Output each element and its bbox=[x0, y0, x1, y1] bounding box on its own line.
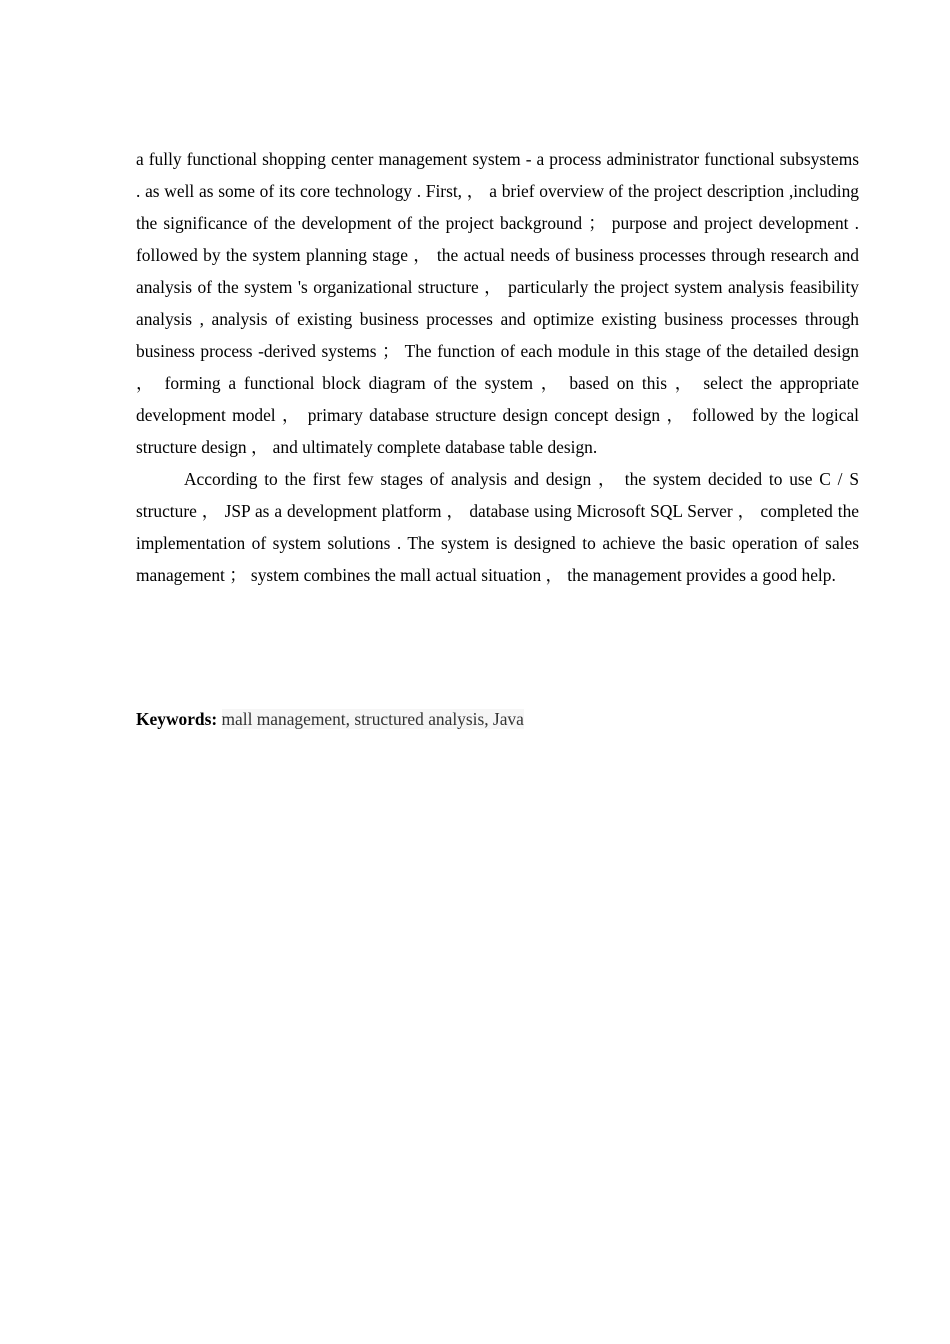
abstract-body bbox=[136, 143, 859, 591]
keywords-line bbox=[136, 703, 859, 735]
abstract-paragraph-2: According to the first few stages of analysis and design ， the system decided to use C / S structure ， JSP as a development platform ， database using Microsoft SQL Server ， completed the implementation of system solutions . The system is designed to achieve the basic operation of sales management ； system combines the mall actual situation ， the management provides a good help. bbox=[136, 469, 859, 585]
abstract-paragraph-1: a fully functional shopping center management system - a process administrator functional subsystems . as well as some of its core technology . First, ， a brief overview of the project description ,including the significance of the development of the project background ； purpose and project development . followed by the system planning stage ， the actual needs of business processes through research and analysis of the system 's organizational structure ， particularly the project system analysis feasibility analysis , analysis of existing business processes and optimize existing business processes through business process -derived systems ； The function of each module in this stage of the detailed design ， forming a functional block diagram of the system ， based on this ， select the appropriate development model ， primary database structure design concept design ， followed by the logical structure design ， and ultimately complete database table design. bbox=[136, 149, 859, 457]
keywords-value: mall management, structured analysis, Java bbox=[221, 709, 524, 729]
keywords-label: Keywords: bbox=[136, 709, 218, 729]
